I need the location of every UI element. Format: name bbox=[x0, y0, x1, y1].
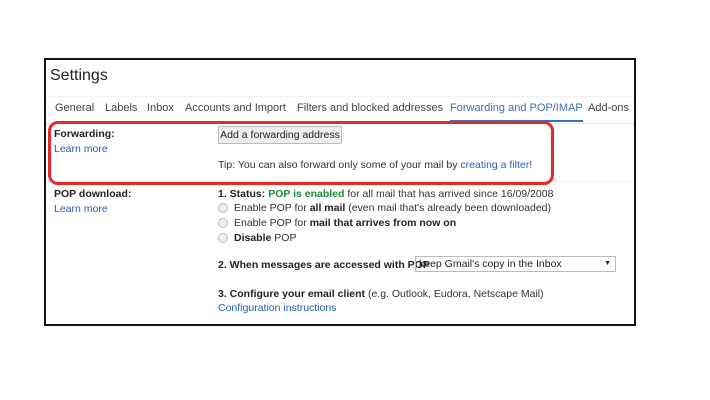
tip-text: Tip: You can also forward only some of your mail by bbox=[218, 159, 461, 171]
config-hint: (e.g. Outlook, Eudora, Netscape Mail) bbox=[365, 288, 544, 300]
config-label: 3. Configure your email client bbox=[218, 288, 366, 300]
opt-text: (even mail that's already been downloaded) bbox=[345, 202, 552, 214]
opt-bold: Disable bbox=[234, 232, 272, 244]
add-forwarding-button[interactable]: Add a forwarding address bbox=[218, 126, 342, 144]
highlight-annotation bbox=[48, 121, 554, 185]
tab-inbox[interactable]: Inbox bbox=[147, 102, 174, 114]
forwarding-label: Forwarding: bbox=[54, 128, 115, 140]
tab-general[interactable]: General bbox=[55, 102, 95, 114]
tab-labels[interactable]: Labels bbox=[105, 102, 138, 114]
status-prefix: 1. Status: bbox=[218, 188, 269, 200]
dropdown-arrow-icon: ▼ bbox=[604, 260, 611, 267]
radio-icon[interactable] bbox=[218, 233, 228, 243]
opt-text: Enable POP for bbox=[234, 202, 310, 214]
pop-label: POP download: bbox=[54, 188, 132, 200]
tab-filters[interactable]: Filters and blocked addresses bbox=[297, 102, 444, 114]
pop-action-select[interactable] bbox=[415, 256, 616, 272]
pop-status bbox=[218, 188, 553, 200]
configure-client bbox=[218, 288, 544, 300]
status-suffix: for all mail that has arrived since 16/09/2008 bbox=[344, 188, 554, 200]
opt-bold: mail that arrives from now on bbox=[309, 217, 457, 229]
configuration-instructions-link[interactable]: Configuration instructions bbox=[218, 302, 337, 314]
page-title: Settings bbox=[50, 67, 108, 84]
radio-icon[interactable] bbox=[218, 218, 228, 228]
tab-addons[interactable]: Add-ons bbox=[588, 102, 629, 114]
pop-learn-more[interactable]: Learn more bbox=[54, 203, 108, 215]
tab-accounts[interactable]: Accounts and Import bbox=[185, 102, 286, 114]
settings-panel bbox=[44, 58, 636, 326]
opt-bold: all mail bbox=[309, 202, 346, 214]
select-value: keep Gmail's copy in the Inbox bbox=[419, 258, 562, 270]
radio-from-now[interactable] bbox=[218, 217, 456, 229]
tab-bar bbox=[46, 96, 634, 124]
create-filter-link[interactable]: creating a filter! bbox=[460, 159, 533, 171]
status-value: POP is enabled bbox=[268, 188, 345, 200]
opt-text: Enable POP for bbox=[234, 217, 310, 229]
forwarding-learn-more[interactable]: Learn more bbox=[54, 143, 108, 155]
radio-icon[interactable] bbox=[218, 203, 228, 213]
tab-forwarding[interactable]: Forwarding and POP/IMAP bbox=[450, 102, 583, 122]
when-accessed-label bbox=[218, 259, 430, 271]
opt-text: POP bbox=[271, 232, 297, 244]
radio-disable[interactable] bbox=[218, 232, 296, 244]
radio-all-mail[interactable] bbox=[218, 202, 551, 214]
when-label-text: 2. When messages are accessed with POP bbox=[218, 259, 430, 271]
